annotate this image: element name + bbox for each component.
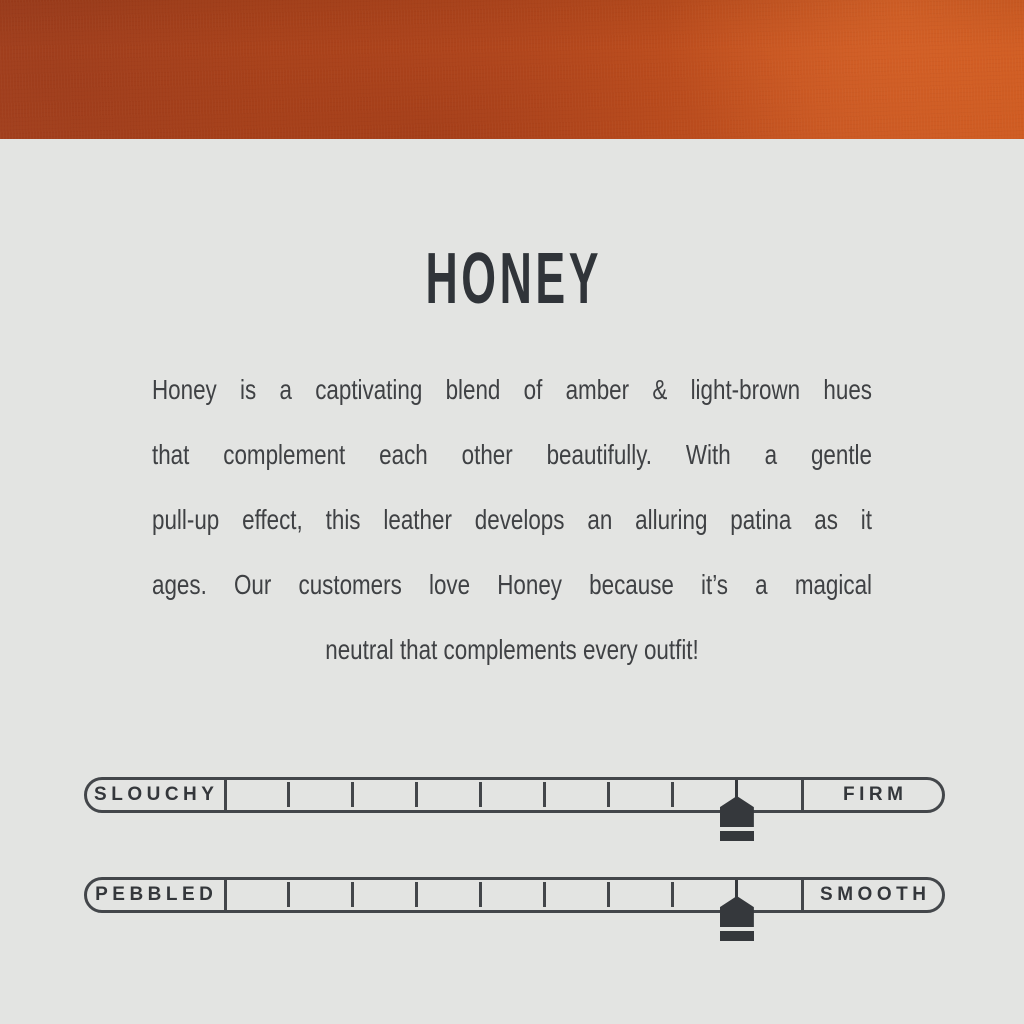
scale-tick [607, 882, 610, 907]
scale-tick [479, 782, 482, 807]
scale-label-right: FIRM [843, 784, 908, 805]
scale-label-left: SLOUCHY [94, 784, 219, 805]
scale-tick [479, 882, 482, 907]
description-line: pull-up effect, this leather develops an alluring patina as it [152, 504, 872, 535]
color-name-title: HONEY [425, 239, 603, 319]
scale-tick [351, 782, 354, 807]
scale-tick [415, 782, 418, 807]
scale-divider [224, 878, 227, 912]
scale-marker-icon [720, 777, 754, 843]
scale-tick [607, 782, 610, 807]
scale-divider [224, 778, 227, 812]
description-line: Honey is a captivating blend of amber & light-brown hues [152, 374, 872, 405]
description-line: neutral that complements every outfit! [325, 634, 699, 665]
marker-head [720, 796, 754, 827]
marker-stem [735, 780, 738, 798]
scale-label-right: SMOOTH [820, 884, 931, 905]
color-description [152, 357, 872, 682]
firmness-scale [84, 777, 945, 813]
scale-tick [543, 882, 546, 907]
scale-tick [351, 882, 354, 907]
scale-tick [415, 882, 418, 907]
leather-texture-banner [0, 0, 1024, 139]
marker-base [720, 931, 754, 941]
texture-scale [84, 877, 945, 913]
scale-tick [287, 782, 290, 807]
marker-base [720, 831, 754, 841]
marker-head [720, 896, 754, 927]
scale-marker-icon [720, 877, 754, 943]
scale-tick [671, 782, 674, 807]
description-line: that complement each other beautifully. With a gentle [152, 439, 872, 470]
scale-tick [287, 882, 290, 907]
scale-tick [543, 782, 546, 807]
marker-stem [735, 880, 738, 898]
scale-label-left: PEBBLED [95, 884, 218, 905]
scale-tick [671, 882, 674, 907]
description-line: ages. Our customers love Honey because it’s a magical [152, 569, 872, 600]
